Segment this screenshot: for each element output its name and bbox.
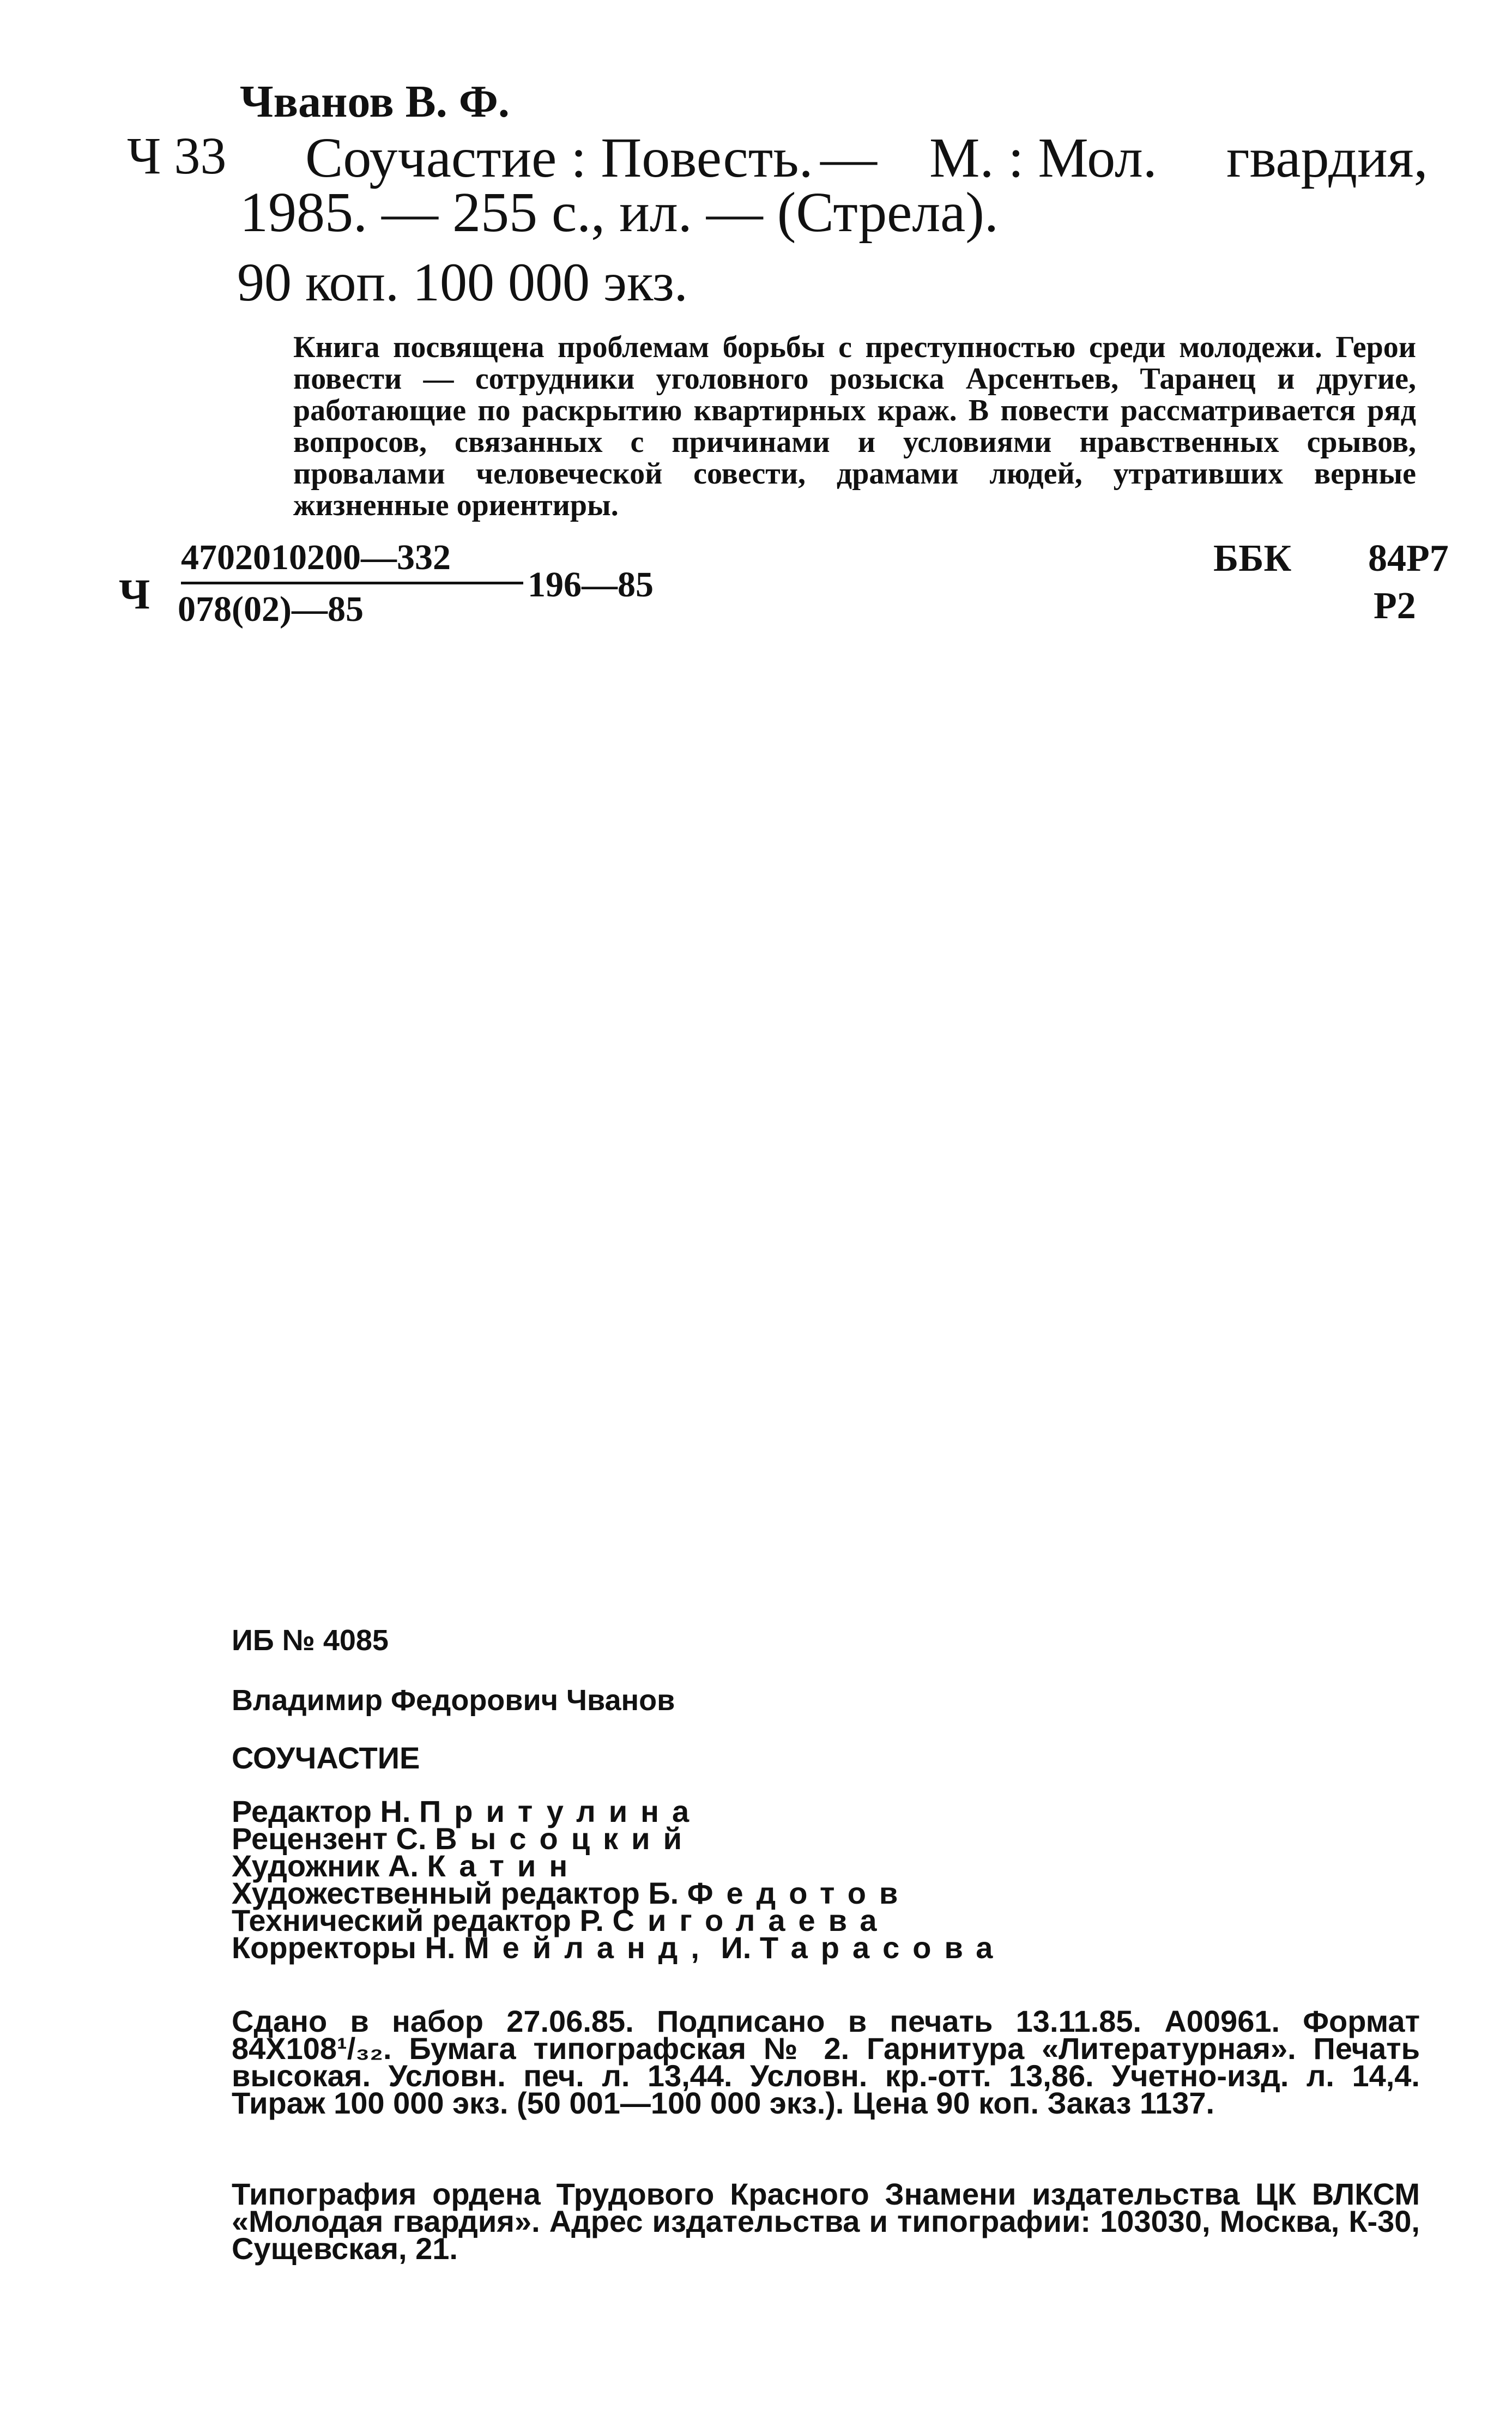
fraction-suffix: 196—85: [528, 565, 654, 605]
catalog-code: Ч 33: [127, 126, 227, 185]
author-full-name: Владимир Федорович Чванов: [232, 1684, 675, 1717]
ib-number: ИБ № 4085: [232, 1624, 389, 1657]
fraction-numerator: 4702010200—332: [181, 538, 451, 577]
credit-role: Художник А.: [232, 1849, 419, 1883]
credit-role: И.: [721, 1930, 752, 1965]
classification-letter: Ч: [119, 570, 150, 618]
price-and-run: 90 коп. 100 000 экз.: [237, 252, 688, 312]
credit-person: Тарасова: [759, 1930, 1006, 1965]
publisher-name-end: гвардия,: [1226, 126, 1428, 189]
printer-info-text: Типография ордена Трудового Красного Знамени издательства ЦК ВЛКСМ «Молодая гвардия». Адрес издательства и типографии: 103030, Москва, К-30, Сущевская, 21.: [232, 2177, 1420, 2266]
credit-person: Высоцкий: [435, 1821, 695, 1856]
credit-role: Технический редактор Р.: [232, 1903, 604, 1937]
credits-list: [232, 1794, 1006, 1965]
bbk-label: ББК: [1213, 538, 1292, 579]
book-title-entry: Соучастие : Повесть.: [305, 126, 813, 189]
credit-role: Художественный редактор Б.: [232, 1876, 679, 1910]
printer-info: [232, 2177, 1420, 2266]
publication-year-pages: 1985. — 255 с., ил. — (Стрела).: [240, 181, 999, 244]
fraction-denominator: 078(02)—85: [178, 589, 364, 629]
author-heading: Чванов В. Ф.: [240, 76, 510, 127]
bbk-code-secondary: Р2: [1374, 585, 1416, 627]
credit-person: Притулина: [419, 1794, 703, 1828]
annotation-text: Книга посвящена проблемам борьбы с преступностью среди молодежи. Герои повести — сотрудники уголовного розыска Арсентьев, Таранец и другие, работающие по раскрытию квартирных краж. В повести рассматривается ряд вопросов, связанных с причинами и условиями нравственных срывов, провалами человеческой совести, драмами людей, утративших верные жизненные ориентиры.: [293, 330, 1416, 522]
credit-proofreaders: [232, 1930, 1006, 1965]
title-dash: —: [820, 126, 877, 189]
publication-place: М. : Мол.: [929, 126, 1157, 189]
credit-person: Сиголаева: [612, 1903, 890, 1937]
credit-role: Корректоры Н.: [232, 1930, 456, 1965]
credit-person: Мейланд,: [464, 1930, 712, 1965]
credit-person: Федотов: [687, 1876, 911, 1910]
credit-person: Катин: [427, 1849, 581, 1883]
fraction-line: [181, 582, 523, 584]
publication-details-text: Сдано в набор 27.06.85. Подписано в печать 13.11.85. А00961. Формат 84Х108¹/₃₂. Бумага типографская № 2. Гарнитура «Литературная». Печать высокая. Условн. печ. л. 13,44. Условн. кр.-отт. 13,86. Учетно-изд. л. 14,4. Тираж 100 000 экз. (50 001—100 000 экз.). Цена 90 коп. Заказ 1137.: [232, 2004, 1420, 2120]
bbk-code: 84Р7: [1368, 538, 1449, 579]
publication-details: [232, 2004, 1420, 2120]
credit-role: Рецензент С.: [232, 1821, 427, 1856]
book-annotation: [293, 331, 1416, 521]
book-title: СОУЧАСТИЕ: [232, 1741, 420, 1775]
credit-role: Редактор Н.: [232, 1794, 411, 1828]
